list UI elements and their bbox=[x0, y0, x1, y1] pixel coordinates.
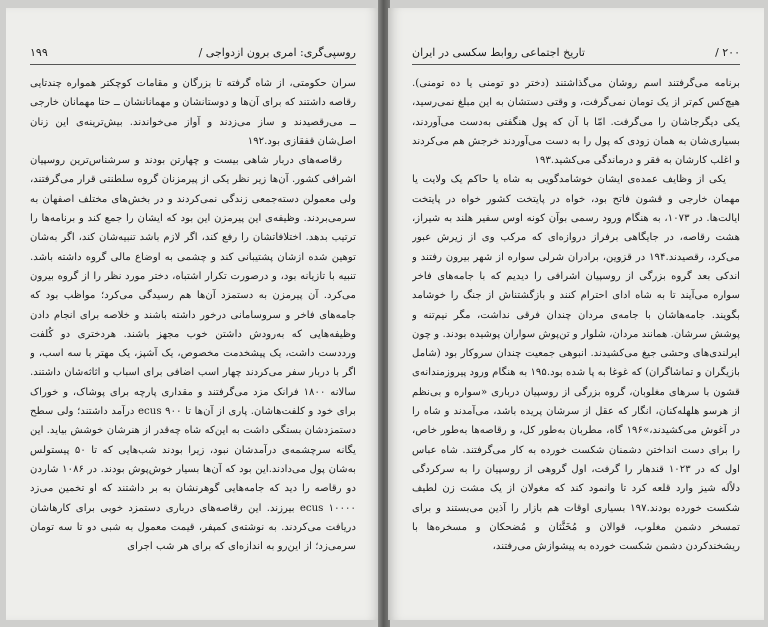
right-header-rule bbox=[412, 64, 740, 65]
left-page-body bbox=[30, 74, 356, 610]
left-header-rule bbox=[30, 64, 356, 65]
paragraph: رقاصه‌های دربار شاهی بیست و چهارتن بودند و سرشناس‌ترین روسپیان اشرافی کشور. آن‌ها زیر نظر یکی از پیرمزنان گروه سلطنتی قرار می‌گرفتند، ولی معمولن دسته‌جمعی زندگی نمی‌کردند و در بخش‌های مختلف اصفهان به سرمی‌بردند. وظیفه‌ی این پیرمزن این بود که ایشان را جمع کند و برنامه‌ها را ترتیب بدهد. اختلافاتشان را رفع کند، اگر لازم باشد تنبیه‌شان کند، اگر به‌شان توهین شده ازشان پشتیبانی کند و چشمی به اوضاع مالی گروه داشته باشد. تنبیه با تازیانه بود، و درصورت تکرار اشتباه، دختر مورد نظر را از گروه بیرون می‌کرد. آن پیرمزن به دستمزد آن‌ها هم رسیدگی می‌کرد؛ مواظب بود که جامه‌های فاخر و سروسامانی درخور داشته باشند و خلاصه برای انجام دادن وظیفه‌هایی که به‌رودش داشتن خوب مجهز باشند. هردختری دو کُلفت ورددست داشت، یک پیشخدمت مخصوص، یک آشپز، یک مهتر با سه اسب، و اگر با دربار سفر می‌کردند چهار اسب اضافی برای اسباب و اثاثه‌شان داشتند. سالانه ۱۸۰۰ فرانک مزد می‌گرفتند و مقداری پارچه برای پوشاک، و خوراک برای خود و کلفت‌هاشان. پاری از آن‌ها تا ۹۰۰ ecus درآمد داشتند؛ ولی سطح دستمزدشان بستگی داشت به این‌که شاه چه‌قدر از هنرشان خوشش بیاید. این یگانه سرچشمه‌ی درآمدشان نبود، زیرا بودند شب‌هایی که تا ۵۰ پیستولس به‌شان پول می‌دادند.این بود که آن‌ها بسیار خوش‌پوش بودند. در ۱۰۸۶ شاردن دو رقاصه را دید که جامه‌هایی گوهرنشان به بر داشتند که او تخمین می‌زد ۱۰۰۰۰ ecus بیرزند. این رقاصه‌های درباری دستمزد خوبی برای کارهاشان دریافت می‌کردند. به نوشته‌ی کمپفر، قیمت معمول به شبی دو تا سه تومان سرمی‌زد؛ از این‌رو به اندازه‌ای که برای هر شب اجرای bbox=[30, 155, 356, 553]
left-page-number: ۱۹۹ bbox=[30, 46, 48, 59]
left-page-running-title: روسپی‌گری: امری برون ازدواجی / bbox=[198, 46, 356, 59]
right-page-body bbox=[412, 74, 740, 610]
right-page-number: ۲۰۰ / bbox=[715, 46, 740, 59]
paragraph: سران حکومتی، از شاه گرفته تا بزرگان و مقامات کوچکتر همواره چندتایی رقاصه داشتند که برای آن‌ها و دوستانشان و مهمانانشان ــ حتا مهمانان خارجی ــ می‌رقصیدند و ساز می‌زدند و آواز می‌خواندند. بیش‌ترینه‌ی این زنان اصل‌شان قفقازی بود.۱۹۲ bbox=[30, 78, 356, 147]
right-page bbox=[388, 8, 764, 620]
right-page-running-title: تاریخ اجتماعی روابط سکسی در ایران bbox=[412, 46, 585, 59]
paragraph: یکی از وظایف عمده‌ی ایشان خوشامدگویی به شاه یا حاکم یک ولایت یا مهمان خارجی و قشون فاتح بود، خواه در پایتخت کشور خواه در پایتخت ایالت‌ها. در ۱۰۷۳، به هنگام ورود رسمی بوآن کونه اوس سفیر هلند به شیراز، هشت رقاصه، در جایگاهی برفراز دروازه‌ای که مرکب وی از زیرش عبور می‌کرد، رقصیدند.۱۹۴ در قزوین، برادران شرلی سواره از شهر بیرون رفتند و اندکی بعد گروه بزرگی از روسپیان اشرافی را دیدیم که با جامه‌های فاخر سواره می‌آیند تا به شاه ادای احترام کنند و بازگشتناش از جنگ را خوشامد بگویند. جامه‌هاشان با جامه‌ی مردان چندان فرقی نداشت، مگر نیم‌تنه و پوشش سرشان. همانند مردان، شلوار و تن‌پوش سواران پوشیده بودند. و چون ایرلندی‌های وحشی جیغ می‌کشیدند. انبوهی جمعیت چندان سروکار بود (شامل بازیگران و تماشاگران) که غوغا به پا شده بود.۱۹۵ به هنگام ورود پیروزمندانه‌ی قشون با سرهای مغلوبان، گروه بزرگی از روسپیان درباری «سواره و بی‌نظم از هرسو هلهله‌کنان، انگار که عقل از سرشان پریده باشد، می‌آمدند و شاه را در آغوش می‌کشیدند،»۱۹۶ گاه، مطربان به‌طور کل، و رقاصه‌ها به‌طور خاص، را برای دست انداختن دشمنان شکست خورده به کار می‌گرفتند. شاه عباس اول که در ۱۰۲۳ قندهار را گرفت، اول گروهی از روسپیان را به سرکردگی دلاًله شیز وارد قلعه کرد تا وانمود کند که مغولان از یک مشت زن لطیف شکست خورده بودند.۱۹۷ بسیاری اوقات هم بازار را آذین می‌بستند و برای تمسخر دشمن مغلوب، قوالان و مُخَنَّثان و مُضحکان و مسخره‌ها با ریشخندکردن دشمن شکست خورده به پیشوازش می‌رفتند، bbox=[412, 174, 740, 553]
left-page bbox=[6, 8, 380, 620]
right-page-header bbox=[412, 46, 740, 59]
paragraph: برنامه می‌گرفتند اسم روشان می‌گذاشتند (دختر دو تومنی یا ده تومنی). هیچ‌کس کم‌تر از یک تومان نمی‌گرفت، و وقتی دستشان به این مبلغ نمی‌رسید، یکی دیگرجاشان را می‌گرفت. امّا با آن که پول هنگفتی به‌دست می‌آوردند، بسیاری‌شان به همان زودی که پول را به دست می‌آوردند خرجش هم می‌کردند و اغلب کارشان به فقر و درماندگی می‌کشید.۱۹۳ bbox=[412, 78, 740, 167]
left-page-header bbox=[30, 46, 356, 59]
